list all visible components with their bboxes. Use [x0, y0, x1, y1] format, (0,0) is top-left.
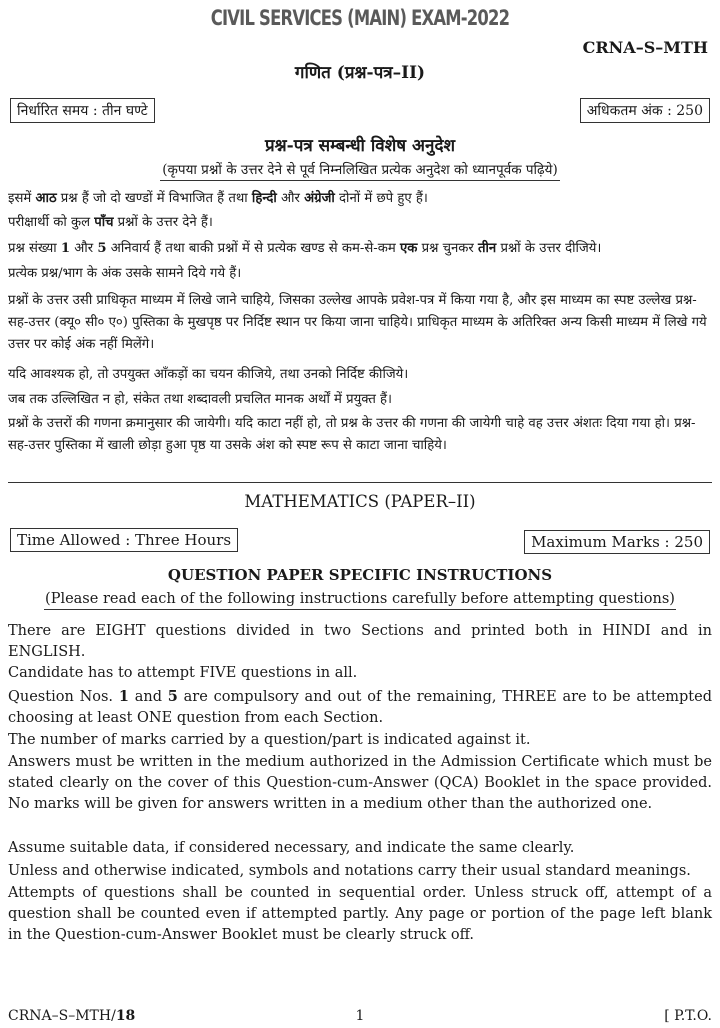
english-time-allowed: Time Allowed : Three Hours	[10, 528, 238, 552]
english-instruction-4: The number of marks carried by a question/part is indicated against it.	[8, 732, 531, 748]
hindi-instructions-subtitle: (कृपया प्रश्नों के उत्तर देने से पूर्व निम्नलिखित प्रत्येक अनुदेश को ध्यानपूर्वक पढ़िये)	[0, 160, 720, 178]
english-max-marks: Maximum Marks : 250	[524, 530, 710, 554]
hindi-instruction-5: प्रश्नों के उत्तर उसी प्राधिकृत माध्यम में लिखे जाने चाहिये, जिसका उल्लेख आपके प्रवेश-पत्र में किया गया है, और इस माध्यम का स्पष्ट उल्लेख प्रश्न-सह-उत्तर (क्यू० सी० ए०) पुस्तिका के मुखपृष्ठ पर निर्दिष्ट स्थान पर किया जाना चाहिये। प्राधिकृत माध्यम के अतिरिक्त अन्य किसी माध्यम में लिखे गये उत्तर पर कोई अंक नहीं मिलेंगे।	[8, 293, 707, 352]
english-instructions-subtitle: (Please read each of the following instructions carefully before attempting questions)	[0, 591, 720, 607]
hindi-subject-title: गणित (प्रश्न-पत्र–II)	[294, 63, 426, 83]
hindi-instruction-6: यदि आवश्यक हो, तो उपयुक्त आँकड़ों का चयन कीजिये, तथा उनको निर्दिष्ट कीजिये।	[8, 367, 409, 382]
english-subject-title: MATHEMATICS (PAPER–II)	[244, 492, 476, 511]
hindi-time-allowed: निर्धारित समय : तीन घण्टे	[10, 98, 155, 123]
english-instructions-title: QUESTION PAPER SPECIFIC INSTRUCTIONS	[167, 566, 553, 584]
hindi-instruction-4: प्रत्येक प्रश्न/भाग के अंक उसके सामने दिये गये हैं।	[8, 266, 242, 281]
hindi-instructions-title: प्रश्न-पत्र सम्बन्धी विशेष अनुदेश	[264, 136, 456, 156]
footer-pto: [ P.T.O.	[664, 1008, 712, 1024]
hindi-instruction-3: प्रश्न संख्या 1 और 5 अनिवार्य हैं तथा बाकी प्रश्नों में से प्रत्येक खण्ड से कम-से-कम एक प्रश्न चुनकर तीन प्रश्नों के उत्तर दीजिये।	[8, 241, 602, 256]
hindi-instruction-8: प्रश्नों के उत्तरों की गणना क्रमानुसार की जायेगी। यदि काटा नहीं हो, तो प्रश्न के उत्तर की गणना की जायेगी चाहे वह उत्तर अंशतः दिया गया हो। प्रश्न-सह-उत्तर पुस्तिका में खाली छोड़ा हुआ पृष्ठ या उसके अंश को स्पष्ट रूप से काटा जाना चाहिये।	[8, 416, 696, 453]
paper-code: CRNA–S–MTH	[582, 38, 708, 57]
exam-title-stamp: CIVIL SERVICES (MAIN) EXAM-2022	[210, 6, 510, 30]
footer-paper-code: CRNA–S–MTH/18	[8, 1008, 136, 1024]
english-instruction-1: There are EIGHT questions divided in two Sections and printed both in HINDI and in ENGLISH.	[8, 623, 712, 660]
hindi-instruction-1: इसमें आठ प्रश्न हैं जो दो खण्डों में विभाजित हैं तथा हिन्दी और अंग्रेजी दोनों में छपे हुए हैं।	[8, 191, 428, 206]
english-instruction-3: Question Nos. 1 and 5 are compulsory and out of the remaining, THREE are to be attempted choosing at least ONE question from each Section.	[8, 688, 712, 726]
hindi-instruction-7: जब तक उल्लिखित न हो, संकेत तथा शब्दावली प्रचलित मानक अर्थों में प्रयुक्त हैं।	[8, 392, 393, 407]
english-instruction-8: Attempts of questions shall be counted in sequential order. Unless struck off, attempt of a question shall be counted even if attempted partly. Any page or portion of the page left blank in the Question-cum-Answer Booklet must be clearly struck off.	[8, 885, 712, 943]
hindi-max-marks: अधिकतम अंक : 250	[580, 98, 710, 123]
english-instruction-2: Candidate has to attempt FIVE questions in all.	[8, 665, 358, 681]
section-divider	[8, 482, 712, 483]
english-instruction-6: Assume suitable data, if considered necessary, and indicate the same clearly.	[8, 840, 575, 856]
hindi-instruction-2: परीक्षार्थी को कुल पाँच प्रश्नों के उत्तर देने हैं।	[8, 215, 213, 230]
english-instruction-5: Answers must be written in the medium authorized in the Admission Certificate which must be stated clearly on the cover of this Question-cum-Answer (QCA) Booklet in the space provided. No marks will be given for answers written in a medium other than the authorized one.	[8, 754, 712, 812]
english-instruction-7: Unless and otherwise indicated, symbols and notations carry their usual standard meanings.	[8, 863, 691, 879]
footer-page-number: 1	[355, 1008, 365, 1024]
